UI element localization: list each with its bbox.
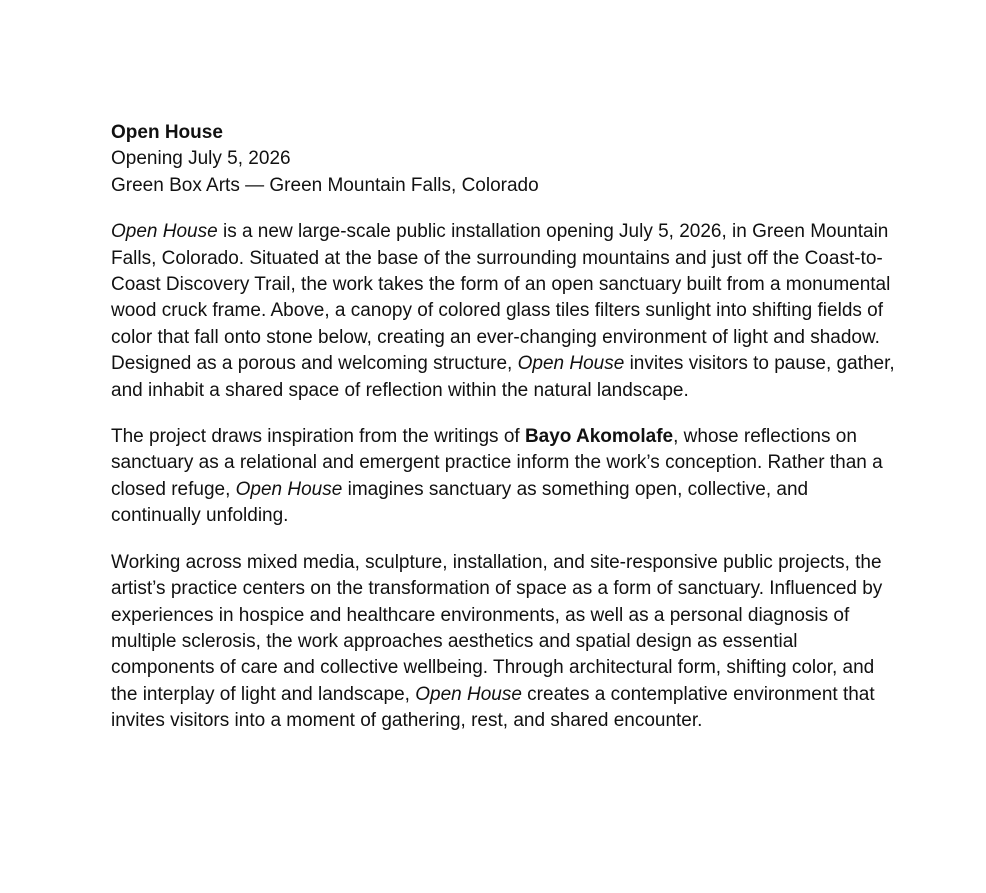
paragraph-text: imagines sanctuary as something open, collective, and continually unfolding. [111,478,809,527]
paragraph-text: creates a contemplative environment that invites visitors into a moment of gathering, rest, and shared encounter. [111,683,875,732]
venue-location: Green Box Arts — Green Mountain Falls, Colorado [111,174,539,196]
work-title-italic: Open House [111,221,218,243]
person-name-bold: Bayo Akomolafe [524,426,674,448]
document-title: Open House [111,122,223,143]
paragraph-text: Working across mixed media, sculpture, installation, and site-responsive public projects, the artist’s practice centers on the transformation of space as a form of sanctuary. Influenced by experiences in hospice and healthcare environments, as well as a personal diagnosis of multiple sclerosis, the work approaches aesthetics and spatial design as essential components of care and collective wellbeing. Through architectural form, shifting color, and the interplay of light and landscape, [111,551,883,705]
paragraph-artist-practice [111,550,901,735]
document-body [111,120,901,735]
paragraph-text: is a new large-scale public installation opening July 5, 2026, in Green Mountain Falls, Colorado. Situated at the base of the surrounding mountains and just off the Coast-to-Coast Discovery Trail, the work takes the form of an open sanctuary built from a monumental wood cruck frame. Above, a canopy of colored glass tiles filters sunlight into shifting fields of color that fall onto stone below, creating an ever-changing environment of light and shadow. Designed as a porous and welcoming structure, [111,221,891,375]
paragraph-inspiration [111,424,901,530]
work-title-italic: Open House [517,353,625,375]
paragraph-text: The project draws inspiration from the writings of [111,426,525,448]
work-title-italic: Open House [415,683,522,705]
paragraph-text: , whose reflections on sanctuary as a relational and emergent practice inform the work’s conception. Rather than a closed refuge, [111,426,883,500]
paragraph-description [111,219,901,404]
paragraph-text: invites visitors to pause, gather, and inhabit a shared space of reflection within the natural landscape. [111,353,895,401]
opening-date: Opening July 5, 2026 [111,148,291,170]
document-header [111,120,901,199]
work-title-italic: Open House [235,478,343,500]
